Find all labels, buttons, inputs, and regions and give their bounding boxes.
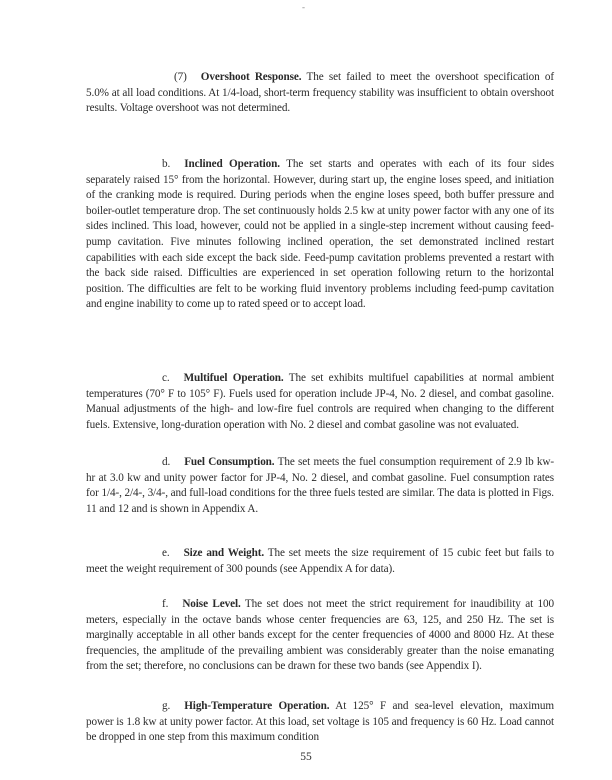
paragraph-high-temperature-operation bbox=[86, 699, 554, 746]
paragraph-body: The set meets the fuel consumption requirement of 2.9 lb kw-hr at 3.0 kw and unity power factor for JP-4, No. 2 diesel, and combat gasoline. Fuel consumption rates for 1/4-, 2/4-, 3/4-, and full-load conditions for the three fuels tested are similar. The data is plotted in Figs. 11 and 12 and is shown in Appendix A. bbox=[86, 456, 555, 515]
paragraph-body: At 125° F and sea-level elevation, maximum power is 1.8 kw at unity power factor. At this load, set voltage is 105 and frequency is 60 Hz. Load cannot be dropped in one step from this maximum condition bbox=[86, 700, 554, 744]
paragraph-fuel-consumption bbox=[86, 455, 554, 517]
page-number: 55 bbox=[300, 751, 312, 763]
paragraph-body: The set exhibits multifuel capabilities at normal ambient temperatures (70° F to 105° F). Fuels used for operation include JP-4, No. 2 diesel, and combat gasoline. Manual adjustments of the high- and low-fire fuel controls are required when changing to the different fuels. Extensive, long-duration operation with No. 2 diesel and combat gasoline was not evaluated. bbox=[86, 372, 554, 431]
paragraph-noise-level bbox=[86, 597, 554, 675]
top-mark: - bbox=[302, 2, 305, 12]
paragraph-overshoot-response bbox=[86, 70, 554, 117]
paragraph-number: g. bbox=[162, 700, 171, 712]
paragraph-heading: Multifuel Operation. bbox=[183, 372, 284, 384]
paragraph-heading: High-Temperature Operation. bbox=[184, 700, 330, 712]
paragraph-inclined-operation bbox=[86, 157, 554, 313]
paragraph-heading: Inclined Operation. bbox=[184, 158, 280, 170]
paragraph-number: d. bbox=[162, 456, 171, 468]
paragraph-number: (7) bbox=[174, 71, 187, 83]
paragraph-heading: Size and Weight. bbox=[183, 547, 265, 559]
paragraph-multifuel-operation bbox=[86, 371, 554, 433]
paragraph-number: c. bbox=[162, 372, 170, 384]
paragraph-body: The set failed to meet the overshoot specification of 5.0% at all load conditions. At 1/4-load, short-term frequency stability was insufficient to obtain overshoot results. Voltage overshoot was not determined. bbox=[86, 71, 554, 115]
paragraph-number: e. bbox=[162, 547, 170, 559]
paragraph-number: f. bbox=[162, 598, 169, 610]
paragraph-heading: Noise Level. bbox=[182, 598, 241, 610]
paragraph-number: b. bbox=[162, 158, 171, 170]
paragraph-heading: Fuel Consumption. bbox=[184, 456, 275, 468]
paragraph-body: The set starts and operates with each of its four sides separately raised 15° from the horizontal. However, during start up, the engine loses speed, and initiation of the cranking mode is required. During periods when the engine loses speed, both buffer pressure and boiler-outlet temperature drop. The set continuously holds 2.5 kw at unity power factor with any one of its sides inclined. This load, however, could not be applied in a single-step increment without causing feed-pump cavitation. Five minutes following inclined operation, the set demonstrated inclined restart capabilities with each side except the back side. Feed-pump cavitation problems prevented a restart with the back side raised. Difficulties are experienced in set operation following return to the horizontal position. The difficulties are felt to be working fluid inventory problems including feed-pump cavitation and engine inability to come up to rated speed or to accept load. bbox=[86, 158, 554, 311]
paragraph-body: The set does not meet the strict requirement for inaudibility at 100 meters, especially in the octave bands whose center frequencies are 63, 125, and 250 Hz. The set is marginally acceptable in all other bands except for the center frequencies of 4000 and 8000 Hz. At these frequencies, the amplitude of the prevailing ambient was considerably greater than the noise emanating from the set; therefore, no conclusions can be drawn for these two bands (see Appendix I). bbox=[86, 598, 555, 673]
paragraph-size-and-weight bbox=[86, 546, 554, 577]
paragraph-body: The set meets the size requirement of 15 cubic feet but fails to meet the weight requirement of 300 pounds (see Appendix A for data). bbox=[86, 547, 555, 575]
paragraph-heading: Overshoot Response. bbox=[200, 71, 302, 83]
